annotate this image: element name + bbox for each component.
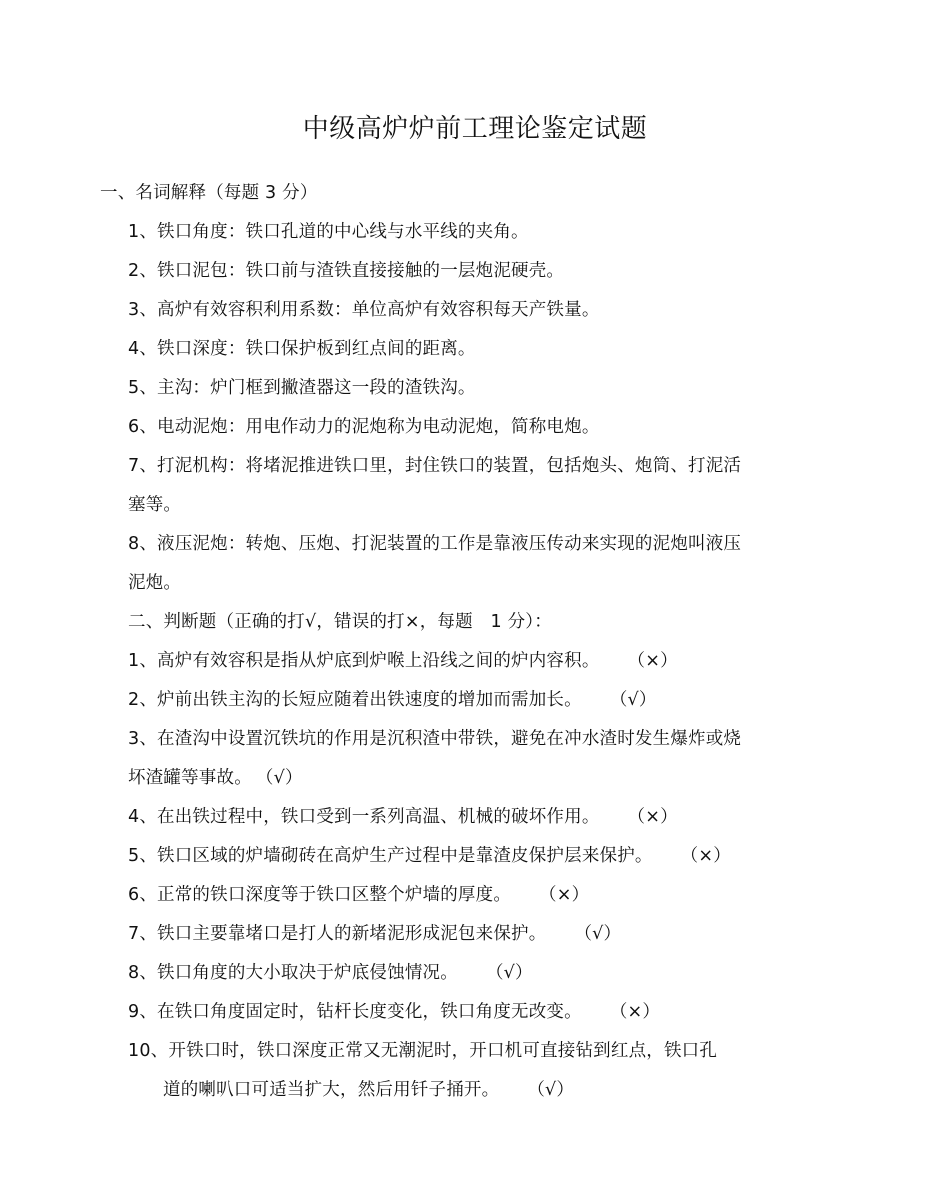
judgment-text: 3、在渣沟中设置沉铁坑的作用是沉积渣中带铁，避免在冲水渣时发生爆炸或烧 <box>128 729 742 749</box>
judgment-text: 1、高炉有效容积是指从炉底到炉喉上沿线之间的炉内容积。 <box>128 651 600 671</box>
judgment-item-3 <box>128 725 741 750</box>
judgment-text: 2、炉前出铁主沟的长短应随着出铁速度的增加而需加长。 <box>128 690 582 710</box>
definition-item-5: 5、主沟：炉门框到撇渣器这一段的渣铁沟。 <box>128 378 476 398</box>
judgment-answer: （×） <box>539 885 590 905</box>
judgment-item-2 <box>128 686 657 711</box>
judgment-answer: （×） <box>680 846 731 866</box>
judgment-item-4 <box>128 803 678 828</box>
definition-item-2: 2、铁口泥包：铁口前与渣铁直接接触的一层炮泥硬壳。 <box>128 261 565 281</box>
judgment-text: 坏渣罐等事故。 <box>128 768 252 788</box>
definition-item-8-cont: 泥炮。 <box>128 573 182 593</box>
judgment-answer: （√） <box>527 1080 575 1100</box>
judgment-answer: （×） <box>609 1002 661 1022</box>
judgment-answer: （×） <box>627 651 678 671</box>
judgment-item-5 <box>128 842 731 867</box>
definition-item-4: 4、铁口深度：铁口保护板到红点间的距离。 <box>128 339 476 359</box>
judgment-text: 9、在铁口角度固定时，钻杆长度变化，铁口角度无改变。 <box>128 1002 582 1022</box>
judgment-answer: （√） <box>574 924 622 944</box>
judgment-item-10-cont <box>163 1076 574 1101</box>
judgment-item-10 <box>128 1037 717 1062</box>
judgment-text: 7、铁口主要靠堵口是打人的新堵泥形成泥包来保护。 <box>128 924 547 944</box>
judgment-item-3-cont <box>128 764 303 789</box>
judgment-text: 4、在出铁过程中，铁口受到一系列高温、机械的破坏作用。 <box>128 807 600 827</box>
judgment-answer: （√） <box>609 690 657 710</box>
judgment-answer: （√） <box>485 963 533 983</box>
definition-item-7: 7、打泥机构：将堵泥推进铁口里，封住铁口的装置，包括炮头、炮筒、打泥活 <box>128 456 742 476</box>
judgment-answer: （×） <box>627 807 678 827</box>
judgment-text: 6、正常的铁口深度等于铁口区整个炉墙的厚度。 <box>128 885 512 905</box>
judgment-item-1 <box>128 647 678 672</box>
definition-item-6: 6、电动泥炮：用电作动力的泥炮称为电动泥炮，简称电炮。 <box>128 417 600 437</box>
definition-item-1: 1、铁口角度：铁口孔道的中心线与水平线的夹角。 <box>128 222 529 242</box>
definition-item-7-cont: 塞等。 <box>128 495 182 515</box>
judgment-item-7 <box>128 920 621 945</box>
definition-item-3: 3、高炉有效容积利用系数：单位高炉有效容积每天产铁量。 <box>128 300 600 320</box>
section-heading-true-false: 二、判断题（正确的打√，错误的打×，每题 1 分）： <box>128 612 552 632</box>
judgment-text: 道的喇叭口可适当扩大，然后用钎子捅开。 <box>163 1080 500 1100</box>
judgment-item-8 <box>128 959 533 984</box>
judgment-answer: （√） <box>255 768 303 788</box>
judgment-text: 10、开铁口时，铁口深度正常又无潮泥时，开口机可直接钻到红点，铁口孔 <box>128 1041 718 1061</box>
section-heading-definitions: 一、名词解释（每题 3 分） <box>100 183 318 203</box>
judgment-text: 8、铁口角度的大小取决于炉底侵蚀情况。 <box>128 963 458 983</box>
judgment-item-6 <box>128 881 589 906</box>
judgment-item-9 <box>128 998 660 1023</box>
document-title: 中级高炉炉前工理论鉴定试题 <box>302 114 648 144</box>
definition-item-8: 8、液压泥炮：转炮、压炮、打泥装置的工作是靠液压传动来实现的泥炮叫液压 <box>128 534 742 554</box>
judgment-text: 5、铁口区域的炉墙砌砖在高炉生产过程中是靠渣皮保护层来保护。 <box>128 846 653 866</box>
